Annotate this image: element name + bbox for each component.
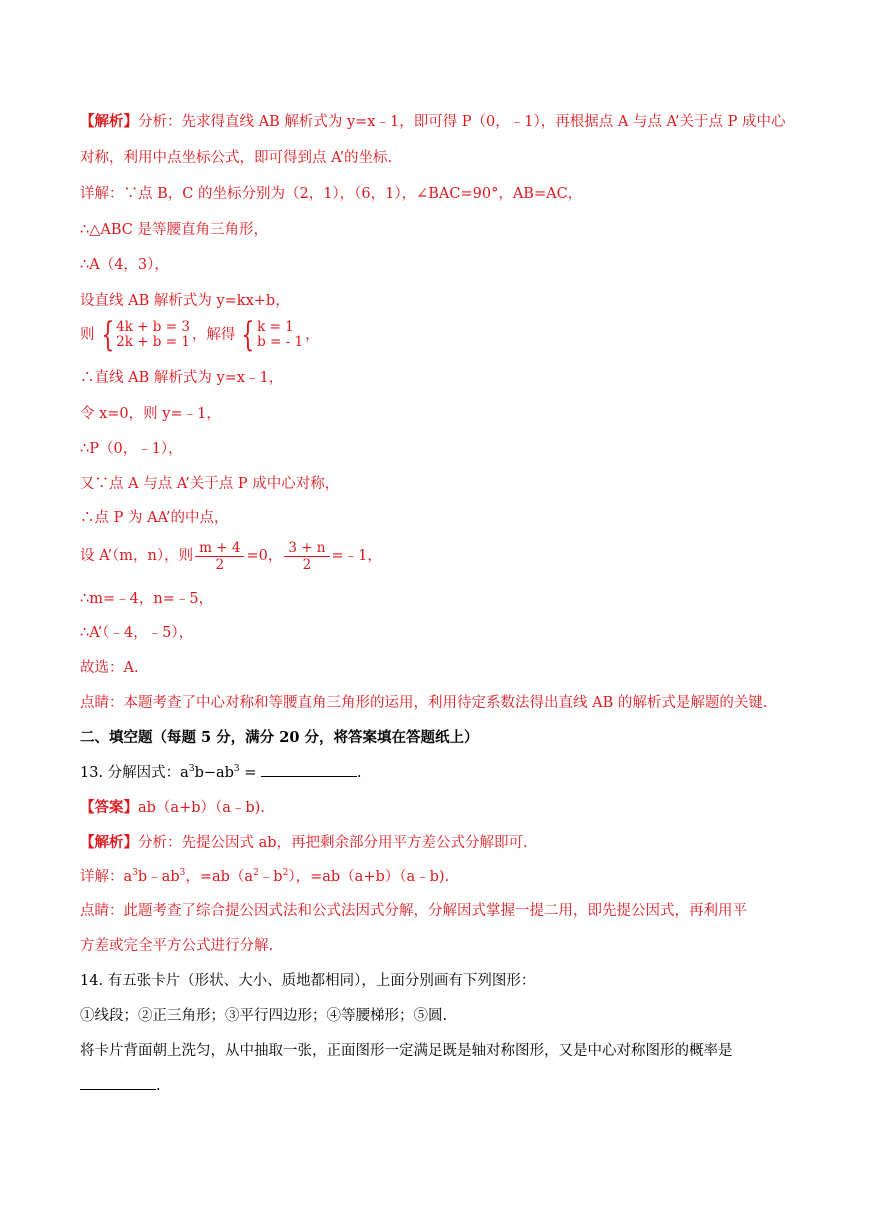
answer-blank xyxy=(80,1077,156,1090)
comment-line: 点睛：本题考查了中心对称和等腰直角三角形的运用，利用待定系数法得出直线 AB 的解析式是解题的关键. xyxy=(80,695,768,711)
fraction-1-denominator: 2 xyxy=(215,556,225,573)
step-4-equation-system xyxy=(80,315,320,355)
fraction-1-numerator: m + 4 xyxy=(195,540,244,557)
step-12: ∴A’（﹣4，﹣5）， xyxy=(80,625,194,641)
step-11: ∴m=﹣4，n=﹣5， xyxy=(80,591,214,607)
step-10-suffix: =﹣1， xyxy=(331,548,382,564)
sys2-row2: b = - 1 xyxy=(257,334,304,350)
q13-detail-exp-3: 2 xyxy=(253,868,259,878)
step-8: 又∵点 A 与点 A’关于点 P 成中心对称， xyxy=(80,476,340,492)
step-6: 令 x=0，则 y=﹣1， xyxy=(80,406,221,422)
q13-detail-part-1: 详解：a xyxy=(80,869,133,885)
q13-comment-line-1: 点睛：此题考查了综合提公因式法和公式法因式分解，分解因式掌握一提二用，即先提公因式，再利用平 xyxy=(80,903,747,919)
step-9: ∴点 P 为 AA’的中点， xyxy=(80,510,229,526)
q13-term-b: b−ab xyxy=(194,765,234,781)
answer-text: ab（a+b）（a﹣b). xyxy=(138,800,265,816)
q13-detail-part-3: ，=ab（a xyxy=(185,869,254,885)
q13-detail-line xyxy=(80,867,449,887)
q13-equals: = xyxy=(239,765,262,781)
section-heading: 二、填空题（每题 5 分，满分 20 分，将答案填在答题纸上） xyxy=(80,729,479,746)
step-10-mid: =0， xyxy=(246,548,283,564)
step-1: ∴△ABC 是等腰直角三角形， xyxy=(80,222,268,238)
step-13: 故选：A. xyxy=(80,660,139,676)
sys1-row1: 4k + b = 3 xyxy=(116,319,190,335)
left-brace-icon: { xyxy=(241,315,255,355)
q13-detail-exp-2: 3 xyxy=(179,868,186,878)
analysis-tag: 【解析】 xyxy=(80,834,138,851)
answer-tag: 【答案】 xyxy=(80,799,138,816)
analysis-line-2: 对称，利用中点坐标公式，即可得到点 A’的坐标. xyxy=(80,150,393,166)
analysis-line-1 xyxy=(80,112,785,132)
equation-system-2 xyxy=(237,315,304,355)
q13-comment-line-2: 方差或完全平方公式进行分解. xyxy=(80,938,274,954)
step-4-prefix: 则 xyxy=(80,327,95,343)
analysis-tag: 【解析】 xyxy=(80,113,138,130)
sys2-row1: k = 1 xyxy=(257,319,294,335)
answer-blank xyxy=(261,764,357,777)
q13-detail-part-2: b﹣ab xyxy=(137,869,180,885)
q14-line-1: 14. 有五张卡片（形状、大小、质地都相同），上面分别画有下列图形： xyxy=(80,973,536,989)
q14-line-2: ①线段；②正三角形；③平行四边形；④等腰梯形；⑤圆. xyxy=(80,1008,448,1024)
step-3: 设直线 AB 解析式为 y=kx+b， xyxy=(80,293,290,309)
fraction-1 xyxy=(195,540,244,573)
q13-detail-part-4: ﹣b xyxy=(258,869,283,885)
left-brace-icon: { xyxy=(100,315,114,355)
detail-line: 详解：∵点 B，C 的坐标分别为（2，1），（6，1），∠BAC=90°，AB=AC， xyxy=(80,186,583,202)
q14-end: . xyxy=(156,1078,161,1094)
q13-exponent-2: 3 xyxy=(233,764,240,774)
analysis-text: 分析：先求得直线 AB 解析式为 y=x﹣1，即可得 P（0，﹣1），再根据点 A 与点 A’关于点 P 成中心 xyxy=(138,114,786,130)
q13-prefix: 13. 分解因式： xyxy=(80,765,181,781)
q13-end: . xyxy=(357,765,362,781)
step-4-mid: ，解得 xyxy=(191,327,236,343)
fraction-2-denominator: 2 xyxy=(302,556,312,573)
sys1-row2: 2k + b = 1 xyxy=(116,334,190,350)
equation-system-1 xyxy=(97,315,190,355)
fraction-2-numerator: 3 + n xyxy=(284,540,329,557)
step-4-suffix: ， xyxy=(305,327,320,343)
q13-answer-line xyxy=(80,798,265,818)
step-5: ∴直线 AB 解析式为 y=x﹣1， xyxy=(80,370,284,386)
q13-exponent-1: 3 xyxy=(188,764,195,774)
q13-detail-exp-1: 3 xyxy=(132,868,138,878)
fraction-2 xyxy=(284,540,329,573)
q13-term-a: a xyxy=(180,765,189,781)
step-10-fractions xyxy=(80,538,382,574)
q13-analysis-line xyxy=(80,833,528,853)
q14-line-3: 将卡片背面朝上洗匀，从中抽取一张，正面图形一定满足既是轴对称图形，又是中心对称图形的概率是 xyxy=(80,1043,733,1059)
question-13-stem xyxy=(80,763,362,783)
q14-line-4 xyxy=(80,1076,161,1096)
analysis-text: 分析：先提公因式 ab，再把剩余部分用平方差公式分解即可. xyxy=(138,835,528,851)
step-10-prefix: 设 A’（m，n），则 xyxy=(80,548,194,564)
q13-detail-part-5: ），=ab（a+b）（a﹣b). xyxy=(288,869,450,885)
step-2: ∴A（4，3）， xyxy=(80,257,169,273)
q13-detail-exp-4: 2 xyxy=(282,868,289,878)
step-7: ∴P（0，﹣1）， xyxy=(80,441,183,457)
